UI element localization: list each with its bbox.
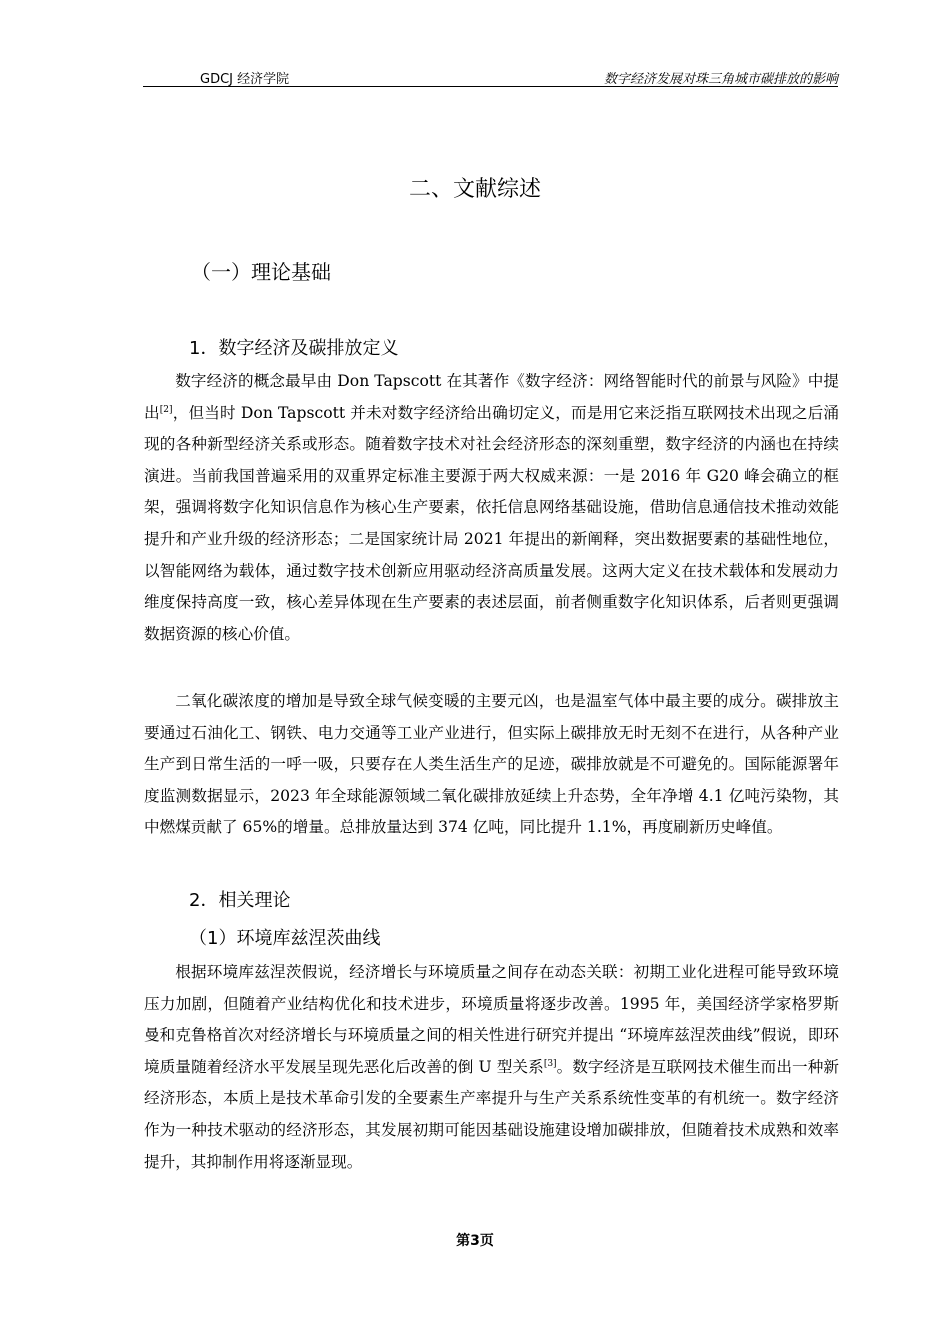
citation-ref: [2] (159, 404, 173, 415)
citation-ref: [3] (543, 1058, 557, 1069)
paragraph-text: ，但当时 Don Tapscott 并未对数字经济给出确切定义，而是用它来泛指互联网技术出现之后涌现的各种新型经济关系或形态。随着数字技术对社会经济形态的深刻重塑，数字经济的内涵也在持续演进。当前我国普遍采用的双重界定标准主要源于两大权威来源：一是 2016 年 G20 峰会确立的框架，强调将数字化知识信息作为核心生产要素，依托信息网络基础设施，借助信息通信技术推动效能提升和产业升级的经济形态；二是国家统计局 2021 年提出的新阐释，突出数据要素的基础性地位，以智能网络为载体，通过数字技术创新应用驱动经济高质量发展。这两大定义在技术载体和发展动力维度保持高度一致，核心差异体现在生产要素的表述层面，前者侧重数字化知识体系，后者则更强调数据资源的核心价值。 (144, 403, 839, 643)
paragraph-digital-economy-definition (144, 366, 839, 650)
subsection-title-2: 2．相关理论 (189, 890, 291, 911)
subsection-title-1: 1．数字经济及碳排放定义 (189, 338, 399, 359)
chapter-title: 二、文献综述 (408, 177, 541, 202)
header-school: GDCJ 经济学院 (200, 72, 290, 87)
page-header (143, 66, 838, 87)
paragraph-ekc (144, 957, 839, 1178)
header-thesis-title: 数字经济发展对珠三角城市碳排放的影响 (603, 72, 838, 87)
paragraph-text: 。数字经济是互联网技术催生而出一种新经济形态，本质上是技术革命引发的全要素生产率提升与生产关系系统性变革的有机统一。数字经济作为一种技术驱动的经济形态，其发展初期可能因基础设施建设增加碳排放，但随着技术成熟和效率提升，其抑制作用将逐渐显现。 (144, 1057, 839, 1171)
paragraph-text: 根据环境库兹涅茨假说，经济增长与环境质量之间存在动态关联：初期工业化进程可能导致环境压力加剧，但随着产业结构优化和技术进步，环境质量将逐步改善。1995 年，美国经济学家格罗斯曼和克鲁格首次对经济增长与环境质量之间的相关性进行研究并提出 “环境库兹涅茨曲线”假说，即环境质量随着经济水平发展呈现先恶化后改善的倒 U 型关系 (144, 963, 839, 1076)
subsubsection-title-ekc: （1）环境库兹涅茨曲线 (189, 928, 381, 949)
page-number: 第3页 (456, 1233, 494, 1249)
section-title: （一）理论基础 (191, 260, 331, 284)
paragraph-carbon-emission: 二氧化碳浓度的增加是导致全球气候变暖的主要元凶，也是温室气体中最主要的成分。碳排放主要通过石油化工、钢铁、电力交通等工业产业进行，但实际上碳排放无时无刻不在进行，从各种产业生产到日常生活的一呼一吸，只要存在人类生活生产的足迹，碳排放就是不可避免的。国际能源署年度监测数据显示，2023 年全球能源领域二氧化碳排放延续上升态势，全年净增 4.1 亿吨污染物，其中燃煤贡献了 65%的增量。总排放量达到 374 亿吨，同比提升 1.1%，再度刷新历史峰值。 (144, 692, 839, 837)
paragraph-text: 数字经济的概念最早由 Don Tapscott 在其著作《数字经济：网络智能时代的前景与风险》中提出 (144, 372, 839, 422)
